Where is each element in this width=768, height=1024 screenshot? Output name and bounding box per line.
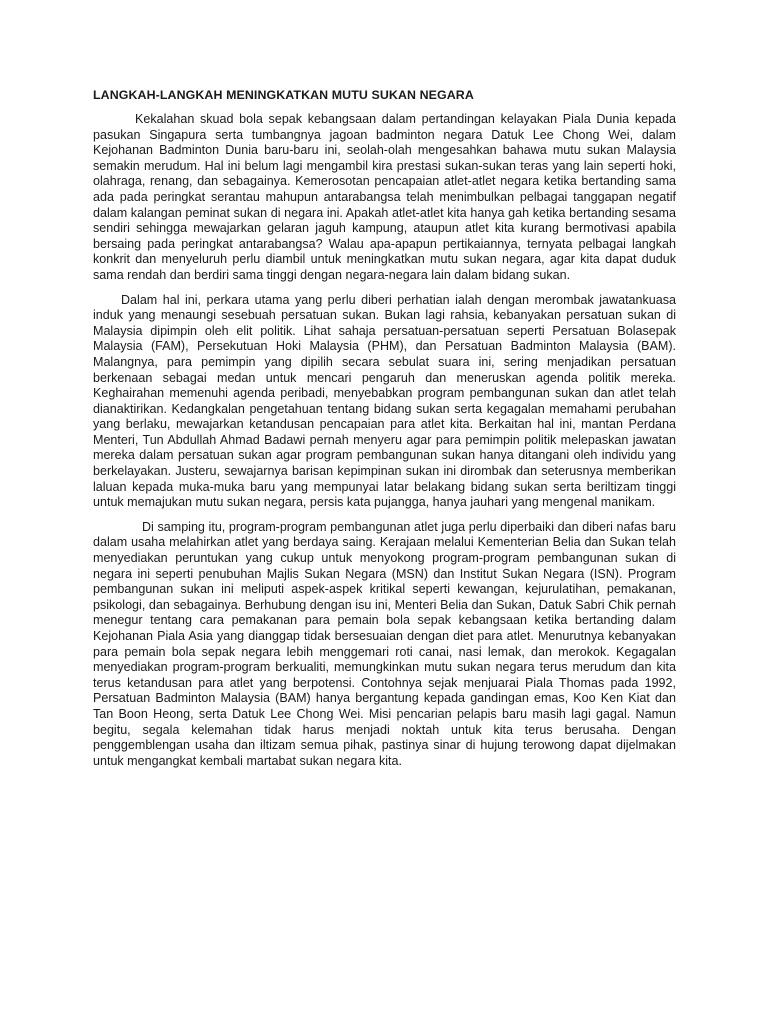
paragraph-1: Kekalahan skuad bola sepak kebangsaan dalam pertandingan kelayakan Piala Dunia kepada pasukan Singapura serta tumbangnya jagoan badminton negara Datuk Lee Chong Wei, dalam Kejohanan Badminton Dunia baru-baru ini, seolah-olah mengesahkan bahawa mutu sukan Malaysia semakin merudum. Hal ini belum lagi mengambil kira prestasi sukan-sukan teras yang lain seperti hoki, olahraga, renang, dan sebagainya. Kemerosotan pencapaian atlet-atlet negara ketika bertanding sama ada pada peringkat serantau mahupun antarabangsa telah menimbulkan pelbagai tanggapan negatif dalam kalangan peminat sukan di negara ini. Apakah atlet-atlet kita hanya gah ketika bertanding sesama sendiri sehingga mewajarkan gelaran jaguh kampung, ataupun atlet kita kurang bermotivasi apabila bersaing pada peringkat antarabangsa? Walau apa-apapun pertikaiannya, ternyata pelbagai langkah konkrit dan menyeluruh perlu diambil untuk meningkatkan mutu sukan negara, agar kita dapat duduk sama rendah dan berdiri sama tinggi dengan negara-negara lain dalam bidang sukan. xyxy=(93,112,676,282)
document-page xyxy=(93,88,676,778)
document-title: LANGKAH-LANGKAH MENINGKATKAN MUTU SUKAN NEGARA xyxy=(93,88,474,102)
paragraph-2: Dalam hal ini, perkara utama yang perlu diberi perhatian ialah dengan merombak jawatankuasa induk yang menaungi sesebuah persatuan sukan. Bukan lagi rahsia, kebanyakan persatuan sukan di Malaysia dipimpin oleh elit politik. Lihat sahaja persatuan-persatuan seperti Persatuan Bolasepak Malaysia (FAM), Persekutuan Hoki Malaysia (PHM), dan Persatuan Badminton Malaysia (BAM). Malangnya, para pemimpin yang dipilih secara sebulat suara ini, sering menjadikan persatuan berkenaan sebagai medan untuk mencari pengaruh dan meneruskan agenda politik mereka. Keghairahan memenuhi agenda peribadi, menyebabkan program pembangunan sukan dan atlet telah dianaktirikan. Kedangkalan pengetahuan tentang bidang sukan serta kegagalan memahami perubahan yang berlaku, mewajarkan ketandusan pencapaian para atlet kita. Berkaitan hal ini, mantan Perdana Menteri, Tun Abdullah Ahmad Badawi pernah menyeru agar para pemimpin politik melepaskan jawatan mereka dalam persatuan sukan agar program pembangunan sukan hanya ditangani oleh individu yang berkelayakan. Justeru, sewajarnya barisan kepimpinan sukan ini dirombak dan seterusnya memberikan laluan kepada muka-muka baru yang mempunyai latar belakang bidang sukan serta beriltizam tinggi untuk memajukan mutu sukan negara, persis kata pujangga, hanya jauhari yang mengenal manikam. xyxy=(93,292,676,510)
paragraph-3: Di samping itu, program-program pembangunan atlet juga perlu diperbaiki dan diberi nafas baru dalam usaha melahirkan atlet yang berdaya saing. Kerajaan melalui Kementerian Belia dan Sukan telah menyediakan peruntukan yang cukup untuk menyokong program-program pembangunan sukan di negara ini seperti penubuhan Majlis Sukan Negara (MSN) dan Institut Sukan Negara (ISN). Program pembangunan sukan ini meliputi aspek-aspek kritikal seperti kewangan, kejurulatihan, pemakanan, psikologi, dan sebagainya. Berhubung dengan isu ini, Menteri Belia dan Sukan, Datuk Sabri Chik pernah menegur tentang cara pemakanan para pemain bola sepak kebangsaan ketika bertanding dalam Kejohanan Piala Asia yang dianggap tidak bersesuaian dengan diet para atlet. Menurutnya kebanyakan para pemain bola sepak negara lebih menggemari roti canai, nasi lemak, dan merokok. Kegagalan menyediakan program-program berkualiti, memungkinkan mutu sukan negara terus merudum dan kita terus ketandusan para atlet yang berpotensi. Contohnya sejak menjuarai Piala Thomas pada 1992, Persatuan Badminton Malaysia (BAM) hanya bergantung kepada gandingan emas, Koo Ken Kiat dan Tan Boon Heong, serta Datuk Lee Chong Wei. Misi pencarian pelapis baru masih lagi gagal. Namun begitu, segala kelemahan tidak harus menjadi noktah untuk kita terus berusaha. Dengan penggemblengan usaha dan iltizam semua pihak, pastinya sinar di hujung terowong dapat dijelmakan untuk mengangkat kembali martabat sukan negara kita. xyxy=(93,519,676,768)
